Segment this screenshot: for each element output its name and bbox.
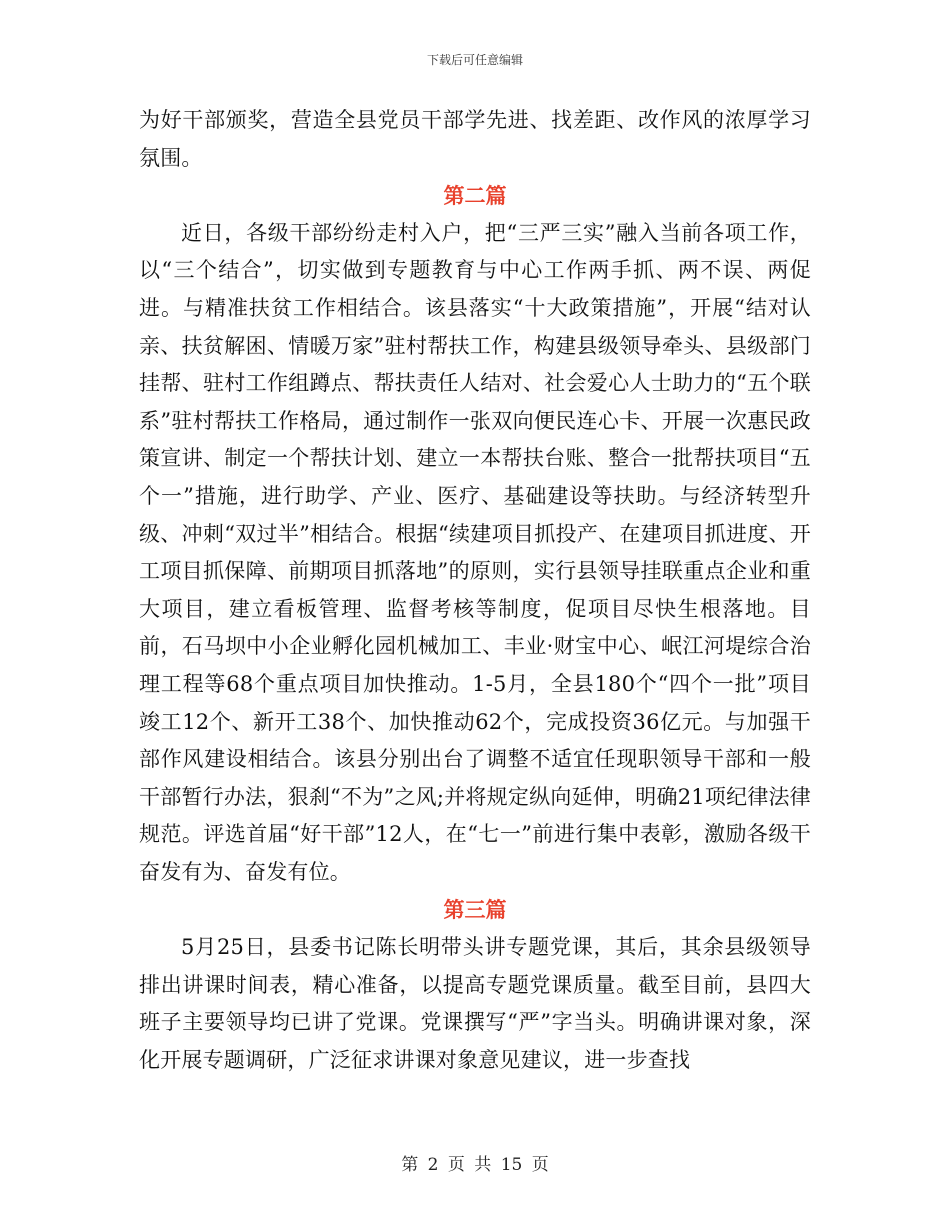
page-header: 下载后可任意编辑 [426, 53, 523, 67]
section-title-2: 第二篇 [443, 183, 507, 209]
section-2-paragraph: 近日，各级干部纷纷走村入户，把“三严三实”融入当前各项工作，以“三个结合”，切实做到专题教育与中心工作两手抓、两不误、两促进。与精准扶贫工作相结合。该县落实“十大政策措施”，开展“结对认亲、扶贫解困、情暖万家”驻村帮扶工作，构建县级领导牵头、县级部门挂帮、驻村工作组蹲点、帮扶责任人结对、社会爱心人士助力的“五个联系”驻村帮扶工作格局，通过制作一张双向便民连心卡、开展一次惠民政策宣讲、制定一个帮扶计划、建立一本帮扶台账、整合一批帮扶项目“五个一”措施，进行助学、产业、医疗、基础建设等扶助。与经济转型升级、冲刺“双过半”相结合。根据“续建项目抓投产、在建项目抓进度、开工项目抓保障、前期项目抓落地”的原则，实行县领导挂联重点企业和重大项目，建立看板管理、监督考核等制度，促项目尽快生根落地。目前，石马坝中小企业孵化园机械加工、丰业·财宝中心、岷江河堤综合治理工程等68个重点项目加快推动。1-5月，全县180个“四个一批”项目竣工12个、新开工38个、加快推动62个，完成投资36亿元。与加强干部作风建设相结合。该县分别出台了调整不适宜任现职领导干部和一般干部暂行办法，狠刹“不为”之风;并将规定纵向延伸，明确21项纪律法律规范。评选首届“好干部”12人，在“七一”前进行集中表彰，激励各级干奋发有为、奋发有位。 [139, 220, 811, 884]
intro-paragraph: 为好干部颁奖，营造全县党员干部学先进、找差距、改作风的浓厚学习氛围。 [139, 108, 811, 170]
document-body [139, 102, 811, 1079]
page-number: 第 2 页 共 15 页 [401, 1155, 549, 1175]
section-3-paragraph: 5月25日，县委书记陈长明带头讲专题党课，其后，其余县级领导排出讲课时间表，精心准备，以提高专题党课质量。截至目前，县四大班子主要领导均已讲了党课。党课撰写“严”字当头。明确讲课对象，深化开展专题调研，广泛征求讲课对象意见建议，进一步查找 [139, 935, 811, 1072]
section-title-3: 第三篇 [443, 897, 507, 923]
